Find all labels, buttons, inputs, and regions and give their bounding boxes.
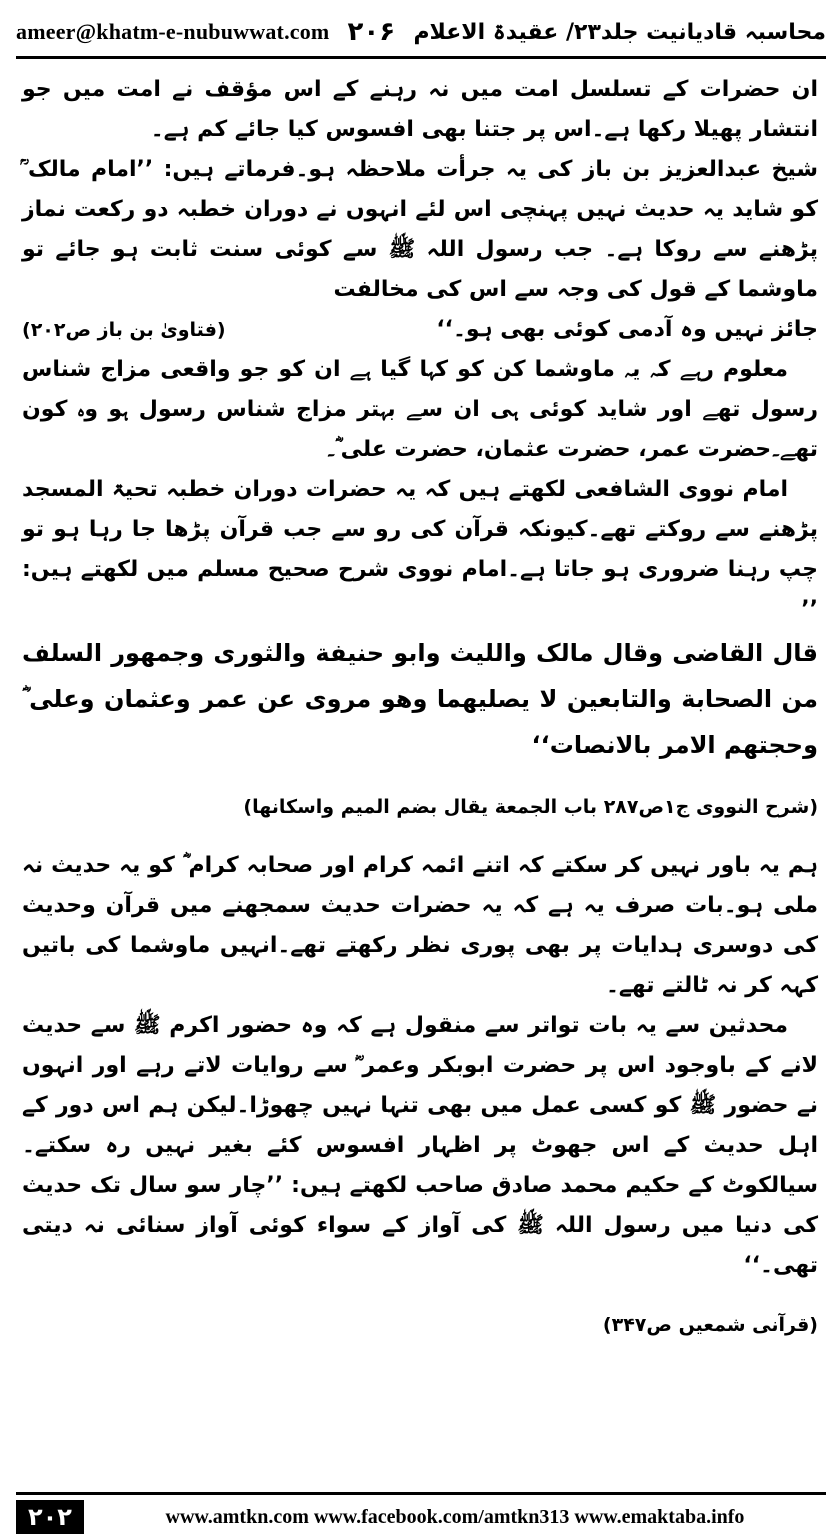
paragraph-6: محدثین سے یہ بات تواتر سے منقول ہے کہ وہ حضور اکرم ﷺ سے حدیث لانے کے باوجود اس پر حضرت ابوبکر وعمر ؓ سے روایات لاتے رہے اور انہوں نے حضور ﷺ کو کسی عمل میں بھی تنہا نہیں چھوڑا۔لیکن ہم اس دور کے اہل حدیث کے اس جھوٹ پر اظہار افسوس کئے بغیر نہیں رہ سکتے۔سیالکوٹ کے حکیم محمد صادق صاحب لکھتے ہیں: ’’چار سو سال تک حدیث کی دنیا میں رسول اللہ ﷺ کی آواز کے سواء کوئی آواز سنائی نہ دیتی تھی۔‘‘ — [22, 1013, 818, 1278]
arabic-quote: قال القاضی وقال مالک واللیث وابو حنیفة والثوری وجمهور السلف من الصحابة والتابعین لا یصلیهما وهو مروی عن عمر وعثمان وعلی ؓ وحجتهم الامر بالانصات‘‘ — [22, 639, 818, 759]
header-book-title: محاسبہ قادیانیت جلد۲۳/ عقیدۃ الاعلام — [413, 19, 826, 45]
header-page-number: ۲۰۶ — [347, 17, 396, 47]
paragraph-3: معلوم رہے کہ یہ ماوشما کن کو کہا گیا ہے ان کو جو واقعی مزاج شناس رسول تھے اور شاید کوئی ہی ان سے بہتر مزاج شناس رسول ہو وہ کون تھے۔حضرت عمر، حضرت عثمان، حضرت علی ؓ۔ — [22, 357, 818, 462]
paragraph-5: ہم یہ باور نہیں کر سکتے کہ اتنے ائمہ کرام اور صحابہ کرام ؓ کو یہ حدیث نہ ملی ہو۔بات صرف یہ ہے کہ یہ حضرات حدیث سمجھنے میں قرآن وحدیث کی دوسری ہدایات پر بھی پوری نظر رکھتے تھے۔انہیں ماوشما کی باتیں کہہ کر نہ ٹالتے تھے۔ — [22, 853, 818, 998]
paragraph-2-last-line — [22, 310, 818, 350]
header-email: ameer@khatm-e-nubuwwat.com — [16, 19, 330, 44]
page-footer — [16, 1500, 826, 1534]
footer-rule — [16, 1492, 826, 1495]
reference-fatawa-bin-baz: (فتاویٰ بن باز ص۲۰۲) — [22, 319, 226, 341]
header-rule — [16, 56, 826, 59]
paragraph-1: ان حضرات کے تسلسل امت میں نہ رہنے کے اس مؤقف نے امت میں جو انتشار پھیلا رکھا ہے۔اس پر جتنا بھی افسوس کیا جائے کم ہے۔ — [22, 77, 818, 142]
paragraph-2: شیخ عبدالعزیز بن باز کی یہ جرأت ملاحظہ ہو۔فرماتے ہیں: ’’امام مالک ؒ کو شاید یہ حدیث نہیں پہنچی اس لئے انہوں نے دوران خطبہ دو رکعت نماز پڑھنے سے روکا ہے۔ جب رسول اللہ ﷺ سے کوئی سنت ثابت ہو جائے تو ماوشما کے قول کی وجہ سے اس کی مخالفت — [22, 157, 818, 302]
page-header — [16, 10, 826, 54]
reference-qurani-shamein: (قرآنی شمعیں ص۳۴۷) — [602, 1314, 818, 1336]
reference-sharh-nawawi: (شرح النووی ج۱ص۲۸۷ باب الجمعة یقال بضم المیم واسکانها) — [243, 796, 818, 818]
paragraph-2-end: جائز نہیں وہ آدمی کوئی بھی ہو۔‘‘ — [436, 317, 818, 342]
body-text — [22, 70, 818, 1430]
paragraph-4: امام نووی الشافعی لکھتے ہیں کہ یہ حضرات دوران خطبہ تحیۃ المسجد پڑھنے سے روکتے تھے۔کیونکہ قرآن کی رو سے جب قرآن پڑھا جا رہا ہو تو چپ رہنا ضروری ہو جاتا ہے۔امام نووی شرح صحیح مسلم میں لکھتے ہیں: ’’ — [22, 477, 818, 622]
header-left — [16, 17, 395, 47]
footer-page-number: ۲۰۲ — [16, 1500, 84, 1534]
footer-links: www.amtkn.com www.facebook.com/amtkn313 www.emaktaba.info — [165, 1505, 745, 1528]
